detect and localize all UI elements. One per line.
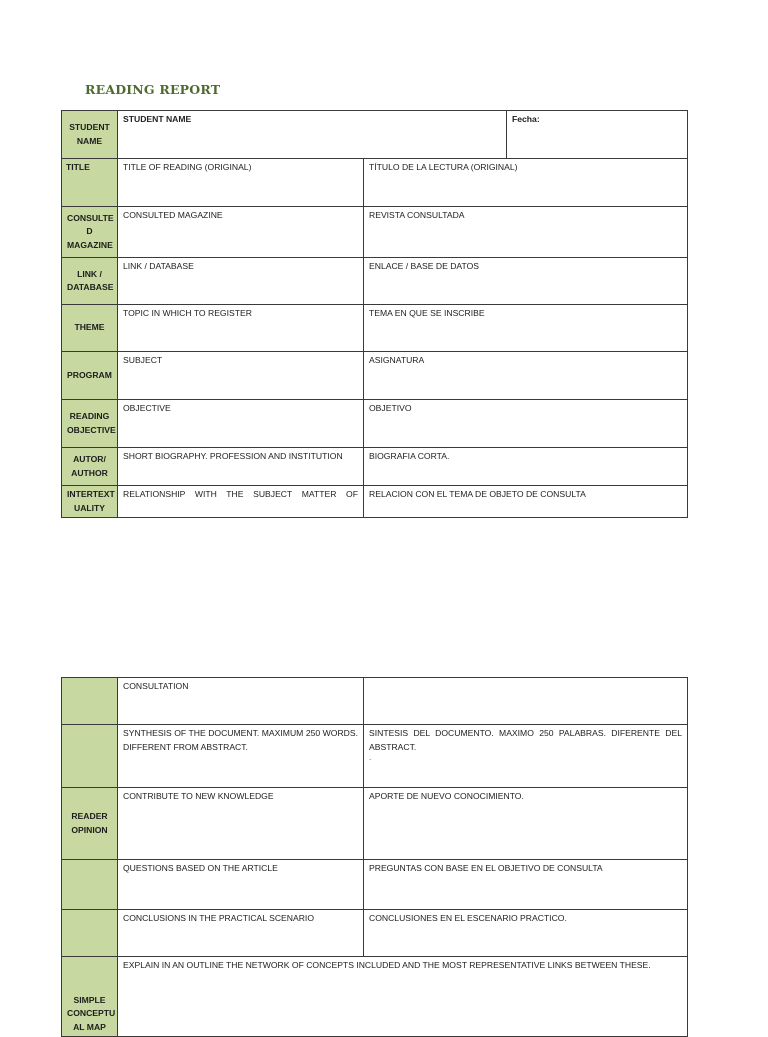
conclusions-en-field[interactable]: CONCLUSIONS IN THE PRACTICAL SCENARIO <box>118 910 364 957</box>
table-row <box>62 910 688 957</box>
synthesis-en-field[interactable]: SYNTHESIS OF THE DOCUMENT. MAXIMUM 250 WORDS. DIFFERENT FROM ABSTRACT. <box>118 725 364 788</box>
author-es-field[interactable]: BIOGRAFIA CORTA. <box>364 448 688 486</box>
table-row <box>62 486 688 518</box>
table-row <box>62 725 688 788</box>
fecha-label: Fecha: <box>512 114 540 124</box>
program-label: PROGRAM <box>62 352 118 400</box>
synthesis-es-field[interactable] <box>364 725 688 788</box>
reading-objective-label: READING OBJECTIVE <box>62 400 118 448</box>
objective-es-field[interactable]: OBJETIVO <box>364 400 688 448</box>
conceptual-map-field[interactable]: EXPLAIN IN AN OUTLINE THE NETWORK OF CONCEPTS INCLUDED AND THE MOST REPRESENTATIVE LINKS BETWEEN THESE. <box>118 957 688 1037</box>
row-label-empty <box>62 725 118 788</box>
consultation-en-field[interactable]: CONSULTATION <box>118 678 364 725</box>
consultation-es-field[interactable] <box>364 678 688 725</box>
table-row <box>62 400 688 448</box>
table-row <box>62 957 688 1037</box>
table-row <box>62 305 688 352</box>
program-en-field[interactable]: SUBJECT <box>118 352 364 400</box>
program-es-field[interactable]: ASIGNATURA <box>364 352 688 400</box>
theme-es-field[interactable]: TEMA EN QUE SE INSCRIBE <box>364 305 688 352</box>
title-en-field[interactable]: TITLE OF READING (ORIGINAL) <box>118 159 364 207</box>
intertextuality-label: INTERTEXT UALITY <box>62 486 118 518</box>
document-title: READING REPORT <box>85 82 221 97</box>
table-row <box>62 207 688 258</box>
fecha-field[interactable] <box>507 111 688 159</box>
magazine-es-field[interactable]: REVISTA CONSULTADA <box>364 207 688 258</box>
student-name-value: STUDENT NAME <box>123 114 192 124</box>
consulted-magazine-label: CONSULTE D MAGAZINE <box>62 207 118 258</box>
author-en-field[interactable]: SHORT BIOGRAPHY. PROFESSION AND INSTITUTION <box>118 448 364 486</box>
intertextuality-en-field[interactable]: RELATIONSHIP WITH THE SUBJECT MATTER OF <box>118 486 364 518</box>
row-label-empty <box>62 860 118 910</box>
questions-en-field[interactable]: QUESTIONS BASED ON THE ARTICLE <box>118 860 364 910</box>
theme-label: THEME <box>62 305 118 352</box>
intertextuality-es-field[interactable]: RELACION CON EL TEMA DE OBJETO DE CONSULTA <box>364 486 688 518</box>
conceptual-map-label: SIMPLE CONCEPTU AL MAP <box>62 957 118 1037</box>
row-label-empty <box>62 910 118 957</box>
synthesis-es-text: SINTESIS DEL DOCUMENTO. MAXIMO 250 PALABRAS. DIFERENTE DEL ABSTRACT. <box>369 728 682 752</box>
reader-opinion-label: READER OPINION <box>62 788 118 860</box>
table-row <box>62 258 688 305</box>
table-row <box>62 788 688 860</box>
reading-report-table-continued <box>61 677 688 1037</box>
link-database-label: LINK / DATABASE <box>62 258 118 305</box>
title-label: TITLE <box>62 159 118 207</box>
student-row <box>62 111 688 159</box>
link-es-field[interactable]: ENLACE / BASE DE DATOS <box>364 258 688 305</box>
synthesis-es-dot: . <box>369 753 372 762</box>
row-label-empty <box>62 678 118 725</box>
table-row <box>62 678 688 725</box>
student-name-label: STUDENT NAME <box>62 111 118 159</box>
student-name-field[interactable] <box>118 111 507 159</box>
knowledge-es-field[interactable]: APORTE DE NUEVO CONOCIMIENTO. <box>364 788 688 860</box>
questions-es-field[interactable]: PREGUNTAS CON BASE EN EL OBJETIVO DE CONSULTA <box>364 860 688 910</box>
objective-en-field[interactable]: OBJECTIVE <box>118 400 364 448</box>
conclusions-es-field[interactable]: CONCLUSIONES EN EL ESCENARIO PRACTICO. <box>364 910 688 957</box>
author-label: AUTOR/ AUTHOR <box>62 448 118 486</box>
knowledge-en-field[interactable]: CONTRIBUTE TO NEW KNOWLEDGE <box>118 788 364 860</box>
table-row <box>62 352 688 400</box>
reading-report-table <box>61 110 688 518</box>
magazine-en-field[interactable]: CONSULTED MAGAZINE <box>118 207 364 258</box>
table-row <box>62 159 688 207</box>
link-en-field[interactable]: LINK / DATABASE <box>118 258 364 305</box>
table-row <box>62 860 688 910</box>
table-row <box>62 448 688 486</box>
theme-en-field[interactable]: TOPIC IN WHICH TO REGISTER <box>118 305 364 352</box>
title-es-field[interactable]: TÍTULO DE LA LECTURA (ORIGINAL) <box>364 159 688 207</box>
